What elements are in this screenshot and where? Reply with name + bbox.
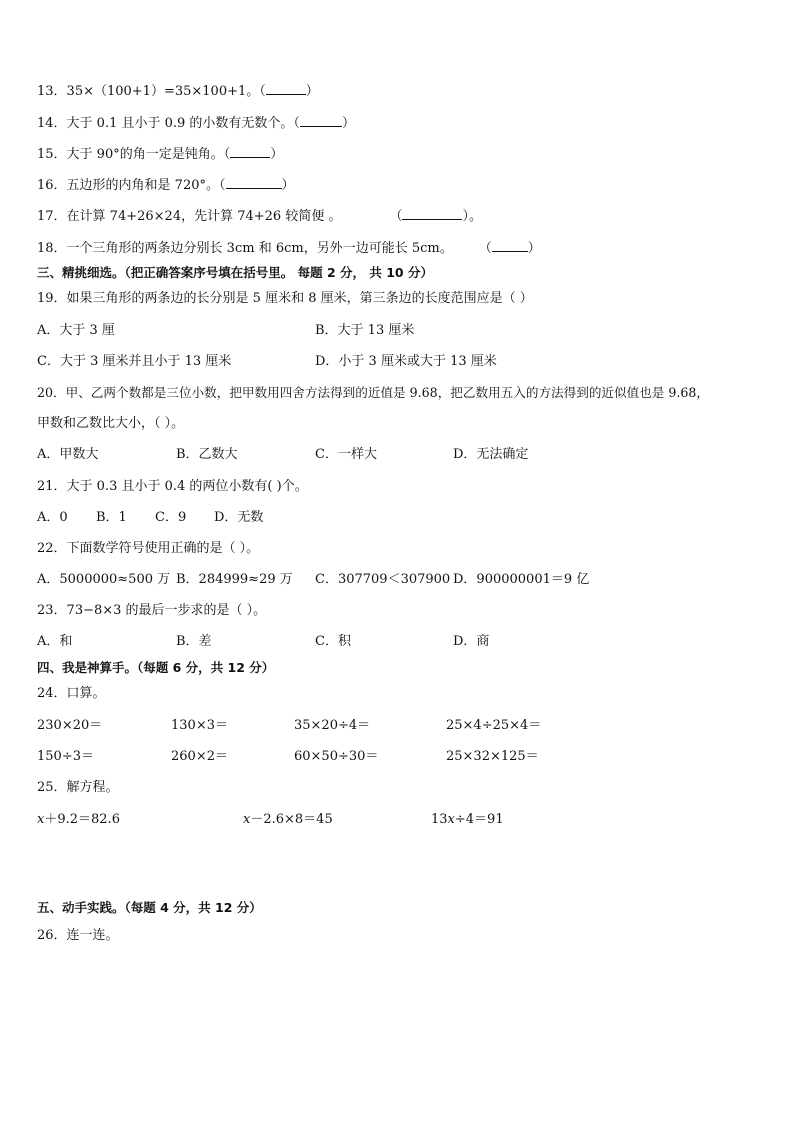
option-a[interactable]: A．5000000≈500 万 — [37, 572, 171, 587]
question-16: 16．五边形的内角和是 720°。（ ） — [37, 178, 295, 193]
question-text: 五边形的内角和是 720°。（ — [66, 178, 226, 193]
question-text: 在计算 74+26×24，先计算 74+26 较简便 。 — [66, 209, 342, 224]
option-b[interactable]: B．大于 13 厘米 — [315, 323, 415, 338]
calc-item: 25×4÷25×4＝ — [446, 718, 542, 733]
question-24-stem: 24．口算。 — [37, 686, 106, 701]
section-3-title: 三、精挑细选。（把正确答案序号填在括号里。 每题 2 分， 共 10 分） — [37, 265, 433, 280]
option-c[interactable]: C．一样大 — [315, 447, 377, 462]
option-a[interactable]: A．和 — [37, 634, 73, 649]
question-26-stem: 26．连一连。 — [37, 928, 119, 943]
option-b[interactable]: B．1 — [96, 510, 127, 525]
question-text: 大于 90°的角一定是钝角。（ — [66, 147, 231, 162]
question-25-stem: 25．解方程。 — [37, 780, 119, 795]
option-d[interactable]: D．无法确定 — [453, 447, 529, 462]
option-d[interactable]: D．小于 3 厘米或大于 13 厘米 — [315, 354, 497, 369]
answer-blank[interactable] — [300, 114, 342, 127]
question-23-stem: 23．73−8×3 的最后一步求的是（ ）。 — [37, 603, 267, 618]
option-a[interactable]: A．甲数大 — [37, 447, 99, 462]
calc-item: 260×2＝ — [171, 749, 228, 764]
question-20-stem-line1: 20．甲、乙两个数都是三位小数，把甲数用四舍方法得到的近值是 9.68，把乙数用五入的方法得到的近似值也是 9.68， — [37, 385, 710, 400]
question-21-stem: 21．大于 0.3 且小于 0.4 的两位小数有( )个。 — [37, 479, 308, 494]
option-c[interactable]: C．9 — [155, 510, 187, 525]
answer-blank[interactable] — [492, 239, 528, 252]
question-text: 大于 0.1 且小于 0.9 的小数有无数个。（ — [66, 116, 300, 131]
question-18: 18．一个三角形的两条边分别长 3cm 和 6cm，另外一边可能长 5cm。 （ ） — [37, 241, 541, 256]
option-d[interactable]: D．无数 — [214, 510, 264, 525]
option-b[interactable]: B．乙数大 — [176, 447, 238, 462]
question-number: 13． — [37, 84, 67, 99]
question-number: 18． — [37, 241, 67, 256]
option-a[interactable]: A．0 — [37, 510, 68, 525]
option-d[interactable]: D．商 — [453, 634, 490, 649]
option-a[interactable]: A．大于 3 厘 — [37, 323, 115, 338]
question-number: 17． — [37, 209, 67, 224]
calc-item: 25×32×125＝ — [446, 749, 539, 764]
option-c[interactable]: C．307709＜307900 — [315, 572, 451, 587]
question-20-stem-line2: 甲数和乙数比大小，（ ）。 — [37, 416, 185, 431]
question-text: 一个三角形的两条边分别长 3cm 和 6cm，另外一边可能长 5cm。 — [66, 241, 453, 256]
question-22-stem: 22．下面数学符号使用正确的是（ ）。 — [37, 541, 260, 556]
option-b[interactable]: B．284999≈29 万 — [176, 572, 293, 587]
question-text: 35×（100+1）=35×100+1。（ — [66, 84, 266, 99]
question-number: 14． — [37, 116, 67, 131]
option-c[interactable]: C．大于 3 厘米并且小于 13 厘米 — [37, 354, 232, 369]
question-19-stem: 19．如果三角形的两条边的长分别是 5 厘米和 8 厘米，第三条边的长度范围应是（ ） — [37, 291, 533, 306]
question-17: 17．在计算 74+26×24，先计算 74+26 较简便 。 （ ）。 — [37, 209, 482, 224]
calc-item: 150÷3＝ — [37, 749, 94, 764]
answer-blank[interactable] — [230, 145, 270, 158]
equation-3: 13x÷4＝91 — [431, 812, 504, 827]
option-c[interactable]: C．积 — [315, 634, 351, 649]
question-14: 14．大于 0.1 且小于 0.9 的小数有无数个。（ ） — [37, 116, 355, 131]
calc-item: 60×50÷30＝ — [294, 749, 379, 764]
calc-item: 230×20＝ — [37, 718, 103, 733]
section-5-title: 五、动手实践。（每题 4 分，共 12 分） — [37, 900, 262, 915]
answer-blank[interactable] — [402, 207, 462, 220]
section-4-title: 四、我是神算手。（每题 6 分，共 12 分） — [37, 660, 275, 675]
answer-blank[interactable] — [226, 176, 282, 189]
option-d[interactable]: D．900000001＝9 亿 — [453, 572, 590, 587]
question-13: 13．35×（100+1）=35×100+1。（ ） — [37, 84, 319, 99]
question-15: 15．大于 90°的角一定是钝角。（ ） — [37, 147, 284, 162]
question-number: 16． — [37, 178, 67, 193]
option-b[interactable]: B．差 — [176, 634, 212, 649]
answer-blank[interactable] — [266, 82, 306, 95]
calc-item: 35×20÷4＝ — [294, 718, 371, 733]
question-number: 15． — [37, 147, 67, 162]
equation-1: x＋9.2＝82.6 — [37, 812, 120, 827]
equation-2: x－2.6×8＝45 — [243, 812, 333, 827]
calc-item: 130×3＝ — [171, 718, 228, 733]
